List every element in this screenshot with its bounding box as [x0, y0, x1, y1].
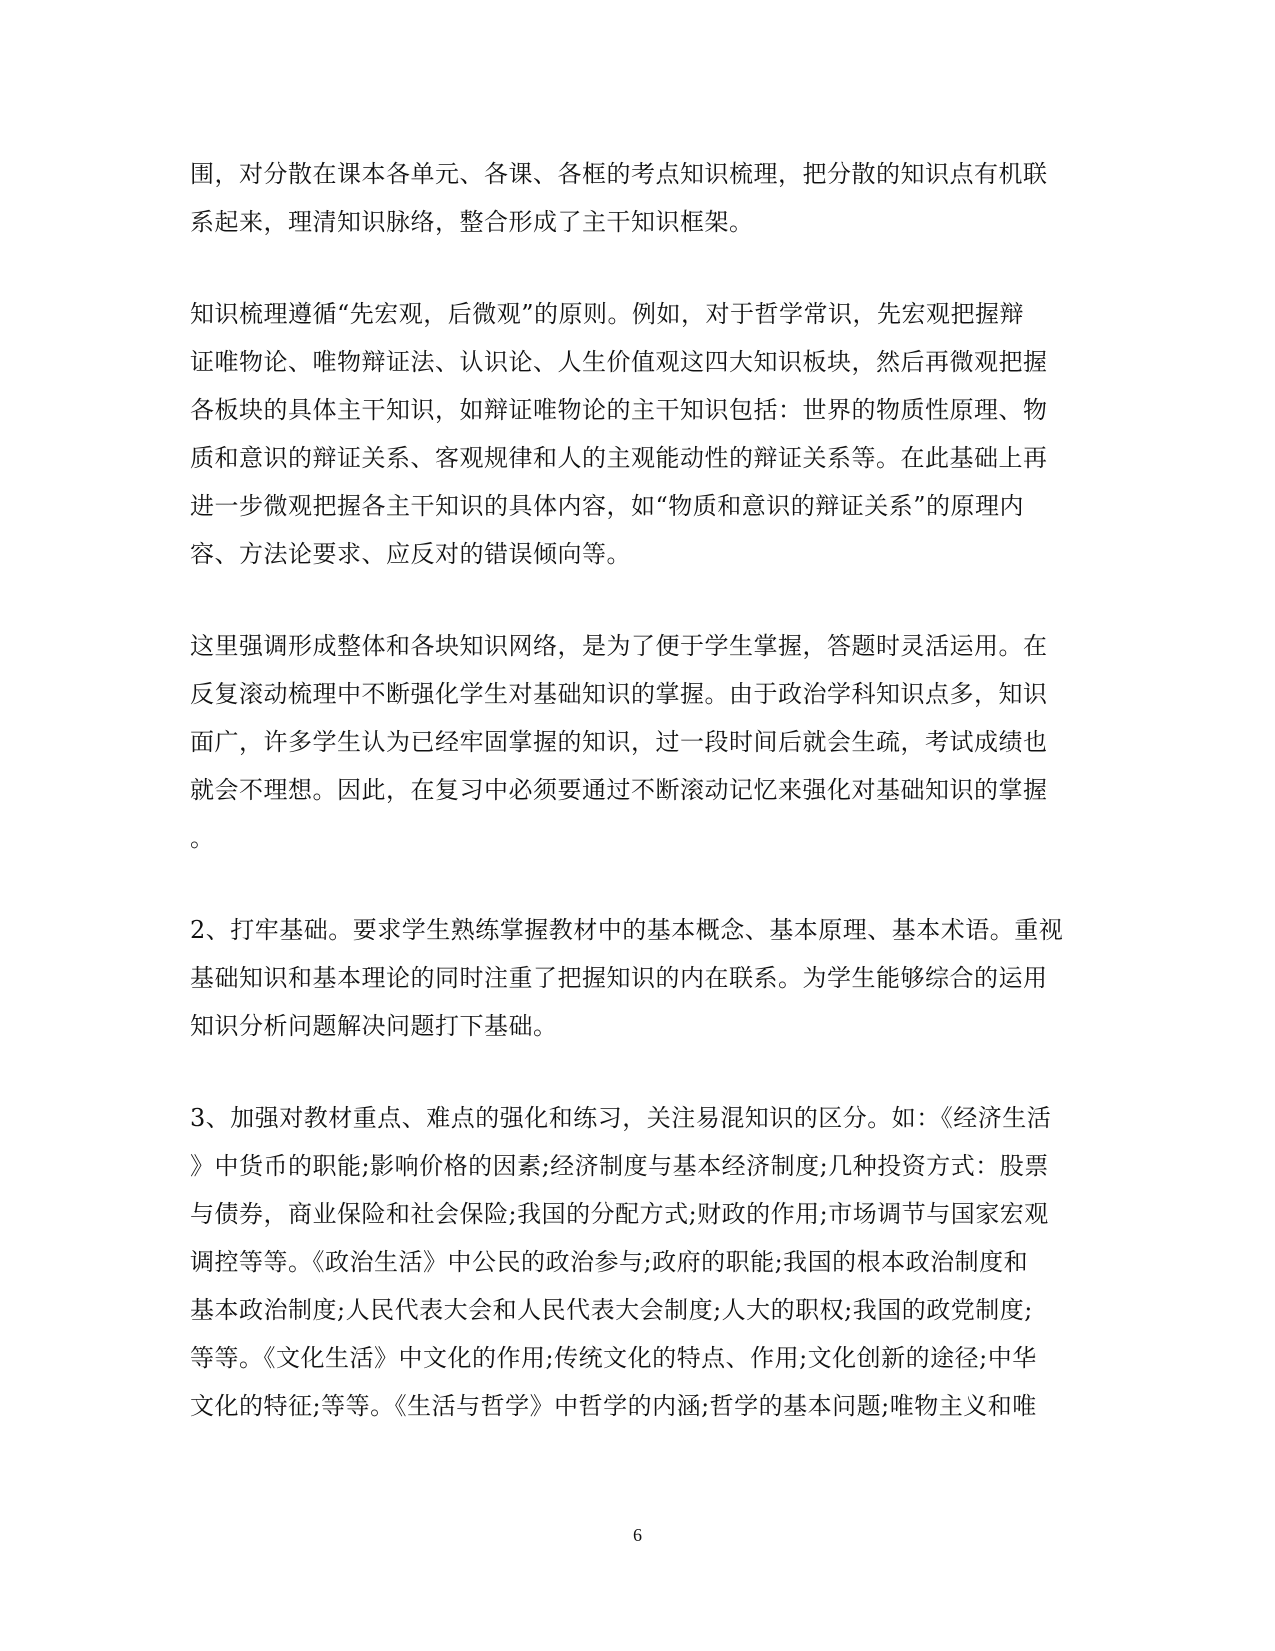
text-line: 各板块的具体主干知识，如辩证唯物论的主干知识包括：世界的物质性原理、物: [190, 396, 1048, 424]
text-line: 质和意识的辩证关系、客观规律和人的主观能动性的辩证关系等。在此基础上再: [190, 444, 1048, 472]
text-line: 》中货币的职能;影响价格的因素;经济制度与基本经济制度;几种投资方式：股票: [190, 1152, 1049, 1180]
text-line: 系起来，理清知识脉络，整合形成了主干知识框架。: [190, 208, 754, 236]
text-line: 与债券，商业保险和社会保险;我国的分配方式;财政的作用;市场调节与国家宏观: [190, 1200, 1049, 1228]
text-line: 围，对分散在课本各单元、各课、各框的考点知识梳理，把分散的知识点有机联: [190, 160, 1048, 188]
paragraph-5: [190, 1094, 1085, 1430]
text-line: 等等。《文化生活》中文化的作用;传统文化的特点、作用;文化创新的途径;中华: [190, 1344, 1037, 1372]
text-line: 文化的特征;等等。《生活与哲学》中哲学的内涵;哲学的基本问题;唯物主义和唯: [190, 1392, 1037, 1420]
paragraph-3: [190, 622, 1085, 862]
paragraph-2: [190, 290, 1085, 578]
text-line: 就会不理想。因此，在复习中必须要通过不断滚动记忆来强化对基础知识的掌握: [190, 776, 1048, 804]
paragraph-4: [190, 906, 1085, 1050]
text-line: 知识梳理遵循“先宏观，后微观”的原则。例如，对于哲学常识，先宏观把握辩: [190, 300, 1025, 328]
body-text: [190, 150, 1085, 1474]
text-line: 知识分析问题解决问题打下基础。: [190, 1012, 558, 1040]
text-line: 基础知识和基本理论的同时注重了把握知识的内在联系。为学生能够综合的运用: [190, 964, 1048, 992]
page-number: 6: [633, 1525, 642, 1545]
text-line: 基本政治制度;人民代表大会和人民代表大会制度;人大的职权;我国的政党制度;: [190, 1296, 1033, 1324]
paragraph-1: [190, 150, 1085, 246]
text-line: 反复滚动梳理中不断强化学生对基础知识的掌握。由于政治学科知识点多，知识: [190, 680, 1048, 708]
text-line: 这里强调形成整体和各块知识网络，是为了便于学生掌握，答题时灵活运用。在: [190, 632, 1048, 660]
text-line: 2、打牢基础。要求学生熟练掌握教材中的基本概念、基本原理、基本术语。重视: [190, 916, 1064, 944]
text-line: 容、方法论要求、应反对的错误倾向等。: [190, 540, 631, 568]
text-line: 进一步微观把握各主干知识的具体内容，如“物质和意识的辩证关系”的原理内: [190, 492, 1025, 520]
text-line: 面广，许多学生认为已经牢固掌握的知识，过一段时间后就会生疏，考试成绩也: [190, 728, 1048, 756]
text-line: 。: [190, 824, 215, 852]
text-line: 3、加强对教材重点、难点的强化和练习，关注易混知识的区分。如：《经济生活: [190, 1104, 1052, 1132]
text-line: 调控等等。《政治生活》中公民的政治参与;政府的职能;我国的根本政治制度和: [190, 1248, 1029, 1276]
text-line: 证唯物论、唯物辩证法、认识论、人生价值观这四大知识板块，然后再微观把握: [190, 348, 1048, 376]
